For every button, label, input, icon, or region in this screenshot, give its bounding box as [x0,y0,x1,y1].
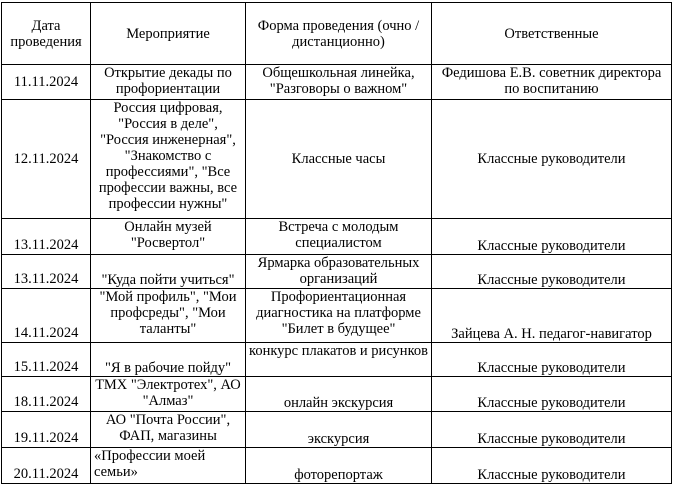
row-responsible: Классные руководители [432,255,672,289]
row-event: Открытие декады по профориентации [91,65,246,100]
row-date: 12.11.2024 [2,100,91,219]
row-date: 20.11.2024 [2,448,91,484]
row-responsible: Зайцева А. Н. педагог-навигатор [432,289,672,343]
row-date: 19.11.2024 [2,412,91,448]
row-form: фоторепортаж [246,448,432,484]
row-responsible: Классные руководители [432,219,672,255]
row-responsible: Классные руководители [432,100,672,219]
row-responsible: Классные руководители [432,448,672,484]
row-event: «Профессии моей семьи» [91,448,246,484]
events-table [1,2,672,484]
row-form: Ярмарка образовательных организаций [246,255,432,289]
row-form: онлайн экскурсия [246,377,432,412]
row-form: экскурсия [246,412,432,448]
table-header-row [2,3,672,65]
row-event: "Куда пойти учиться" [91,255,246,289]
row-responsible: Федишова Е.В. советник директора по воспитанию [432,65,672,100]
row-form: Профориентационная диагностика на платформе "Билет в будущее" [246,289,432,343]
row-date: 11.11.2024 [2,65,91,100]
row-responsible: Классные руководители [432,412,672,448]
header-form: Форма проведения (очно / дистанционно) [246,3,432,65]
table-row [2,448,672,484]
row-form: Классные часы [246,100,432,219]
document-page [1,2,672,484]
row-date: 18.11.2024 [2,377,91,412]
row-event: Онлайн музей "Росвертол" [91,219,246,255]
table-row [2,65,672,100]
header-responsible: Ответственные [432,3,672,65]
table-row [2,412,672,448]
table-row [2,377,672,412]
row-responsible: Классные руководители [432,377,672,412]
row-form: конкурс плакатов и рисунков [246,343,432,377]
row-event: АО "Почта России", ФАП, магазины [91,412,246,448]
row-date: 14.11.2024 [2,289,91,343]
row-responsible: Классные руководители [432,343,672,377]
row-date: 13.11.2024 [2,219,91,255]
table-row [2,289,672,343]
row-date: 15.11.2024 [2,343,91,377]
table-row [2,219,672,255]
row-form: Общешкольная линейка, "Разговоры о важном" [246,65,432,100]
table-row [2,343,672,377]
header-event: Мероприятие [91,3,246,65]
row-event: "Я в рабочие пойду" [91,343,246,377]
table-row [2,100,672,219]
row-event: ТМХ "Электротех", АО "Алмаз" [91,377,246,412]
table-row [2,255,672,289]
header-date: Дата проведения [2,3,91,65]
row-date: 13.11.2024 [2,255,91,289]
row-event: Россия цифровая, "Россия в деле", "Россия инженерная", "Знакомство с профессиями", "Все профессии важны, все профессии нужны" [91,100,246,219]
row-form: Встреча с молодым специалистом [246,219,432,255]
row-event: "Мой профиль", "Мои профсреды", "Мои таланты" [91,289,246,343]
